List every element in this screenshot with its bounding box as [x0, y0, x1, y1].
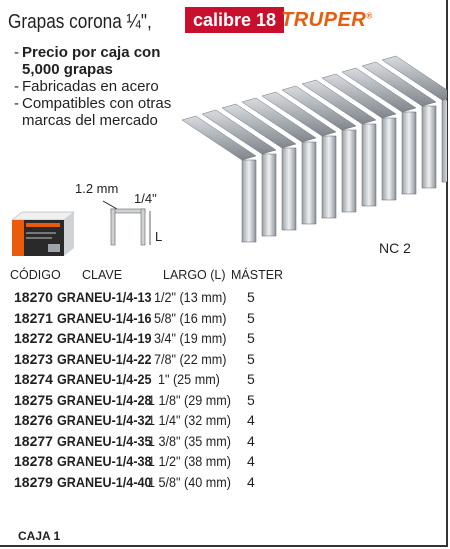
- feature-item: - Compatibles con otras marcas del mercado: [14, 95, 172, 129]
- cell-code: 18270: [14, 289, 53, 305]
- cell-master: 5: [247, 330, 255, 346]
- cell-largo: 1 1/4" (32 mm): [148, 412, 231, 428]
- cell-master: 4: [247, 453, 255, 469]
- table-body: [0, 289, 446, 494]
- staple-strip-leg: [262, 154, 276, 236]
- staple-strip-leg: [402, 112, 416, 194]
- footer-note: CAJA 1: [18, 529, 61, 543]
- table-row: [0, 330, 446, 351]
- cell-master: 4: [247, 412, 255, 428]
- cell-master: 5: [247, 371, 255, 387]
- staples-illustration: [172, 50, 447, 250]
- cell-code: 18271: [14, 309, 53, 326]
- table-row: [0, 371, 446, 392]
- cell-clave: GRANEU-1/4-35: [57, 432, 152, 449]
- crown-width-label: 1/4": [134, 191, 157, 206]
- cell-largo: 3/4" (19 mm): [154, 330, 227, 346]
- cell-clave: GRANEU-1/4-16: [57, 309, 152, 326]
- staple-strip-leg: [382, 118, 396, 200]
- brand-logo: [281, 9, 373, 32]
- cell-largo: 1/2" (13 mm): [154, 289, 227, 305]
- gauge-badge: calibre 18: [185, 7, 284, 33]
- trademark-symbol: ®: [366, 11, 373, 21]
- cell-largo: 1 3/8" (35 mm): [148, 432, 231, 449]
- cell-largo: 1 1/8" (29 mm): [148, 391, 231, 408]
- staple-diagram: [95, 195, 155, 255]
- cell-code: 18279: [14, 473, 53, 490]
- cell-code: 18273: [14, 350, 53, 367]
- cell-master: 5: [247, 391, 255, 408]
- staple-strip-leg: [442, 100, 447, 182]
- staple-strip-leg: [302, 142, 316, 224]
- staple-strip-leg: [282, 148, 296, 230]
- cell-clave: GRANEU-1/4-40: [57, 473, 152, 490]
- column-header-master: MÁSTER: [231, 268, 284, 282]
- feature-text: Fabricadas en acero: [22, 78, 159, 95]
- cell-clave: GRANEU-1/4-19: [57, 330, 152, 346]
- cell-clave: GRANEU-1/4-32: [57, 412, 152, 428]
- table-row: [0, 453, 446, 474]
- feature-text: 5,000 grapas: [22, 61, 113, 78]
- cell-code: 18276: [14, 412, 53, 428]
- feature-text: Precio por caja con: [22, 44, 161, 61]
- cell-largo: 1 1/2" (38 mm): [148, 453, 231, 469]
- table-row: [0, 412, 446, 433]
- cell-largo: 1" (25 mm): [158, 371, 220, 387]
- brand-name: TRUPER: [281, 9, 367, 31]
- staple-strip-leg: [322, 136, 336, 218]
- staple-strip-leg: [242, 160, 256, 242]
- cell-code: 18272: [14, 330, 53, 346]
- cell-clave: GRANEU-1/4-28: [57, 391, 152, 408]
- table-row: [0, 310, 446, 331]
- cell-largo: 5/8" (16 mm): [154, 309, 227, 326]
- cell-largo: 7/8" (22 mm): [154, 350, 227, 367]
- cell-master: 5: [247, 309, 255, 326]
- cell-clave: GRANEU-1/4-13: [57, 289, 152, 305]
- feature-item: - Precio por caja con 5,000 grapas: [14, 44, 161, 78]
- cell-code: 18277: [14, 432, 53, 449]
- staple-strip-leg: [362, 124, 376, 206]
- cell-clave: GRANEU-1/4-38: [57, 453, 152, 469]
- cell-code: 18278: [14, 453, 53, 469]
- staple-strip-leg: [342, 130, 356, 212]
- cell-clave: GRANEU-1/4-22: [57, 350, 152, 367]
- cell-master: 5: [247, 350, 255, 367]
- cell-code: 18275: [14, 391, 53, 408]
- feature-text: marcas del mercado: [22, 112, 158, 129]
- feature-item: - Fabricadas en acero: [14, 78, 159, 95]
- column-header-largo: LARGO (L): [163, 268, 226, 282]
- table-row: [0, 289, 446, 310]
- model-tag: NC 2: [379, 240, 411, 256]
- cell-master: 4: [247, 473, 255, 490]
- table-row: [0, 474, 446, 495]
- cell-code: 18274: [14, 371, 53, 387]
- page-title: Grapas corona ¼",: [8, 10, 152, 33]
- table-row: [0, 433, 446, 454]
- staple-strip-leg: [422, 106, 436, 188]
- cell-clave: GRANEU-1/4-25: [57, 371, 152, 387]
- header: [8, 7, 175, 37]
- table-row: [0, 351, 446, 372]
- cell-master: 4: [247, 432, 255, 449]
- column-header-clave: CLAVE: [82, 268, 123, 282]
- table-row: [0, 392, 446, 413]
- cell-master: 5: [247, 289, 255, 305]
- cell-largo: 1 5/8" (40 mm): [148, 473, 231, 490]
- feature-text: Compatibles con otras: [22, 95, 172, 112]
- length-label: L: [155, 229, 163, 244]
- column-header-code: CÓDIGO: [10, 268, 61, 282]
- wire-width-label: 1.2 mm: [75, 181, 119, 196]
- product-box-image: [8, 210, 74, 258]
